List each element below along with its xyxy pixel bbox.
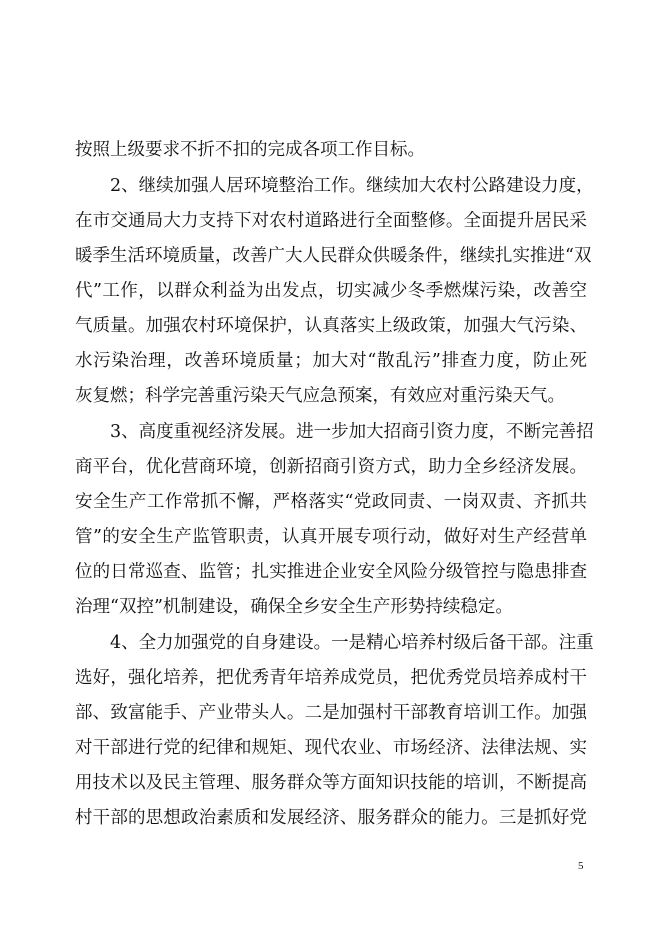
text-line: 4、全力加强党的自身建设。一是精心培养村级后备干部。注重 (110, 633, 594, 653)
text-line: 对干部进行党的纪律和规矩、现代农业、市场经济、法律法规、实 (75, 738, 587, 758)
page-number: 5 (578, 860, 584, 872)
text-line: 选好，强化培养，把优秀青年培养成党员，把优秀党员培养成村干 (75, 668, 587, 688)
text-line: 村干部的思想政治素质和发展经济、服务群众的能力。三是抓好党 (75, 808, 587, 828)
text-line: 灰复燃；科学完善重污染天气应急预案，有效应对重污染天气。 (75, 386, 565, 406)
text-line: 治理“双控”机制建设，确保全乡安全生产形势持续稳定。 (75, 597, 513, 617)
text-line: 部、致富能手、产业带头人。二是加强村干部教育培训工作。加强 (75, 703, 587, 723)
text-line: 代”工作，以群众利益为出发点，切实减少冬季燃煤污染，改善空 (75, 281, 587, 301)
text-line: 2、继续加强人居环境整治工作。继续加大农村公路建设力度， (110, 176, 594, 196)
text-line: 按照上级要求不折不扣的完成各项工作目标。 (75, 140, 425, 160)
text-line: 管”的安全生产监管职责，认真开展专项行动，做好对生产经营单 (75, 527, 587, 547)
text-line: 用技术以及民主管理、服务群众等方面知识技能的培训，不断提高 (75, 773, 587, 793)
text-line: 位的日常巡查、监管；扎实推进企业安全风险分级管控与隐患排查 (75, 562, 587, 582)
text-line: 3、高度重视经济发展。进一步加大招商引资力度，不断完善招 (110, 422, 594, 442)
text-line: 安全生产工作常抓不懈，严格落实“党政同责、一岗双责、齐抓共 (75, 492, 587, 512)
text-line: 水污染治理，改善环境质量；加大对“散乱污”排查力度，防止死 (75, 351, 587, 371)
text-line: 暖季生活环境质量，改善广大人民群众供暖条件，继续扎实推进“双 (75, 246, 592, 266)
text-line: 商平台，优化营商环境，创新招商引资方式，助力全乡经济发展。 (75, 457, 587, 477)
text-line: 气质量。加强农村环境保护，认真落实上级政策，加强大气污染、 (75, 316, 587, 336)
text-line: 在市交通局大力支持下对农村道路进行全面整修。全面提升居民采 (75, 211, 587, 231)
